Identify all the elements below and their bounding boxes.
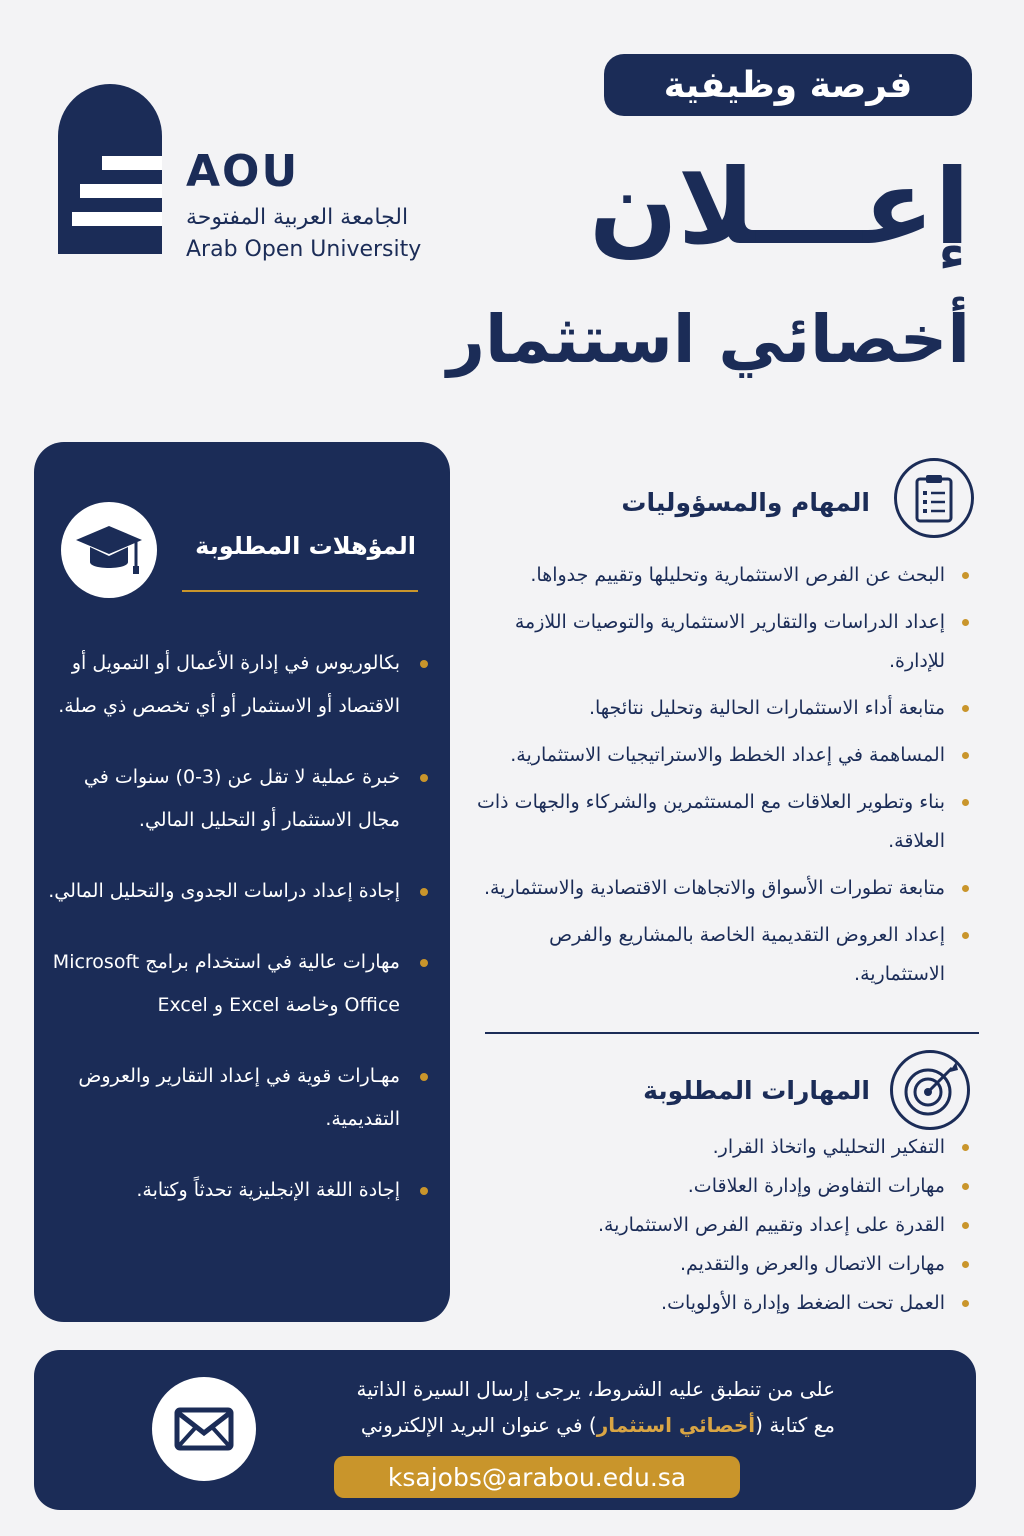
job-opportunity-pill: فرصة وظيفية: [604, 54, 972, 116]
list-item: مهارات الاتصال والعرض والتقديم.: [520, 1245, 975, 1284]
duties-title: المهام والمسؤوليات: [621, 488, 870, 517]
list-item: بناء وتطوير العلاقات مع المستثمرين والشركاء والجهات ذات العلاقة.: [460, 783, 975, 861]
job-title: أخصائي استثمار: [447, 301, 970, 378]
list-item: إعداد الدراسات والتقارير الاستثمارية والتوصيات اللازمة للإدارة.: [460, 603, 975, 681]
logo-abbreviation: AOU: [186, 146, 300, 197]
footer-line2-prefix: مع كتابة (: [755, 1413, 835, 1437]
logo-english-name: Arab Open University: [186, 237, 422, 262]
clipboard-icon: [894, 458, 974, 538]
qualifications-list: [46, 642, 436, 1240]
list-item: إجادة إعداد دراسات الجدوى والتحليل المالي.: [46, 870, 436, 913]
list-item: مهارات عالية في استخدام برامج Microsoft Office وخاصة Excel و Excel: [46, 941, 436, 1027]
list-item: مهارات التفاوض وإدارة العلاقات.: [520, 1167, 975, 1206]
envelope-icon: [152, 1377, 256, 1481]
footer-line2-suffix: ) في عنوان البريد الإلكتروني: [360, 1413, 597, 1437]
list-item: المساهمة في إعداد الخطط والاستراتيجيات الاستثمارية.: [460, 736, 975, 775]
list-item: خبرة عملية لا تقل عن (3-0) سنوات في مجال الاستثمار أو التحليل المالي.: [46, 756, 436, 842]
footer-job-highlight: أخصائي استثمار: [596, 1413, 756, 1437]
duties-list: [460, 556, 975, 1002]
list-item: إجادة اللغة الإنجليزية تحدثاً وكتابة.: [46, 1169, 436, 1212]
list-item: العمل تحت الضغط وإدارة الأولويات.: [520, 1284, 975, 1323]
list-item: القدرة على إعداد وتقييم الفرص الاستثمارية.: [520, 1206, 975, 1245]
logo-arabic-name: الجامعة العربية المفتوحة: [186, 205, 409, 230]
list-item: البحث عن الفرص الاستثمارية وتحليلها وتقييم جدواها.: [460, 556, 975, 595]
announcement-title: إعـــلان: [588, 146, 970, 268]
email-link[interactable]: ksajobs@arabou.edu.sa: [334, 1456, 740, 1498]
footer-instruction-line2: [280, 1413, 835, 1437]
skills-title: المهارات المطلوبة: [643, 1076, 870, 1105]
target-icon: [890, 1050, 970, 1130]
graduation-cap-icon: [61, 502, 157, 598]
footer-instruction-line1: على من تنطبق عليه الشروط، يرجى إرسال السيرة الذاتية: [356, 1377, 835, 1401]
skills-list: [520, 1128, 975, 1323]
list-item: مهـارات قوية في إعداد التقارير والعروض التقديمية.: [46, 1055, 436, 1141]
list-item: إعداد العروض التقديمية الخاصة بالمشاريع والفرص الاستثمارية.: [460, 916, 975, 994]
section-divider: [485, 1032, 979, 1034]
list-item: بكالوريوس في إدارة الأعمال أو التمويل أو الاقتصاد أو الاستثمار أو أي تخصص ذي صلة.: [46, 642, 436, 728]
aou-logo-mark: [58, 84, 162, 254]
list-item: متابعة تطورات الأسواق والاتجاهات الاقتصادية والاستثمارية.: [460, 869, 975, 908]
list-item: التفكير التحليلي واتخاذ القرار.: [520, 1128, 975, 1167]
qualifications-title: المؤهلات المطلوبة: [195, 532, 416, 560]
list-item: متابعة أداء الاستثمارات الحالية وتحليل نتائجها.: [460, 689, 975, 728]
qualifications-underline: [182, 590, 418, 592]
